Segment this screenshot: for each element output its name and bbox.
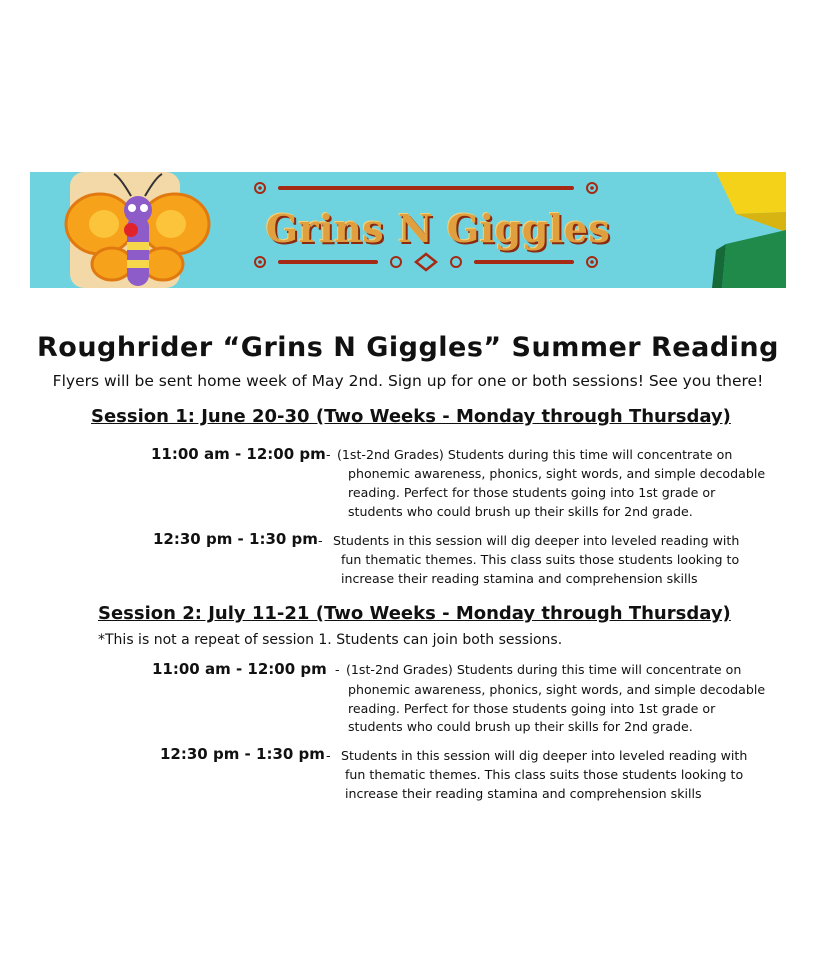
session-2-slot-1-sep: -: [335, 662, 340, 677]
session-2-slot-2-line-1: Students in this session will dig deeper into leveled reading with: [341, 748, 748, 763]
session-1-slot-1-sep: -: [326, 447, 331, 462]
butterfly-icon: [30, 172, 230, 288]
session-1-slot-1-line-2: phonemic awareness, phonics, sight words, and simple decodable: [348, 466, 766, 481]
session-2-slot-1-line-4: students who could brush up their skills for 2nd grade.: [348, 719, 693, 734]
session-1-slot-2-line-2: fun thematic themes. This class suits those students looking to: [341, 552, 740, 567]
session-2-slot-1-line-3: reading. Perfect for those students going into 1st grade or: [348, 701, 716, 716]
toy-blocks-icon: [696, 172, 786, 288]
session-1-slot-1-line-4: students who could brush up their skills for 2nd grade.: [348, 504, 693, 519]
session-1-heading: Session 1: June 20-30 (Two Weeks - Monday through Thursday): [91, 406, 731, 427]
session-1-slot-1-time: 11:00 am - 12:00 pm: [151, 445, 326, 463]
page-subtitle: Flyers will be sent home week of May 2nd. Sign up for one or both sessions! See you there!: [52, 372, 764, 390]
session-1-slot-1-line-1: (1st-2nd Grades) Students during this time will concentrate on: [337, 447, 733, 462]
banner-image: [30, 172, 786, 288]
session-2-slot-2-line-3: increase their reading stamina and comprehension skills: [345, 786, 702, 801]
session-2-slot-2-time: 12:30 pm - 1:30 pm: [160, 745, 325, 763]
session-1-slot-1-line-3: reading. Perfect for those students going into 1st grade or: [348, 485, 716, 500]
session-1-slot-2-line-1: Students in this session will dig deeper into leveled reading with: [333, 533, 740, 548]
session-1-slot-2-line-3: increase their reading stamina and comprehension skills: [341, 571, 698, 586]
session-2-slot-1-time: 11:00 am - 12:00 pm: [152, 660, 327, 678]
session-2-slot-2-line-2: fun thematic themes. This class suits those students looking to: [345, 767, 744, 782]
session-2-heading: Session 2: July 11-21 (Two Weeks - Monday through Thursday): [98, 603, 731, 624]
session-2-note: *This is not a repeat of session 1. Students can join both sessions.: [98, 632, 563, 648]
session-2-slot-2-sep: -: [326, 748, 331, 763]
session-2-slot-1-line-2: phonemic awareness, phonics, sight words, and simple decodable: [348, 682, 766, 697]
page-title: Roughrider “Grins N Giggles” Summer Reading: [37, 332, 779, 363]
banner-title: Grins N Giggles: [265, 206, 611, 251]
session-2-slot-1-line-1: (1st-2nd Grades) Students during this time will concentrate on: [346, 662, 742, 677]
session-1-slot-2-time: 12:30 pm - 1:30 pm: [153, 530, 318, 548]
session-1-slot-2-sep: -: [318, 533, 323, 548]
